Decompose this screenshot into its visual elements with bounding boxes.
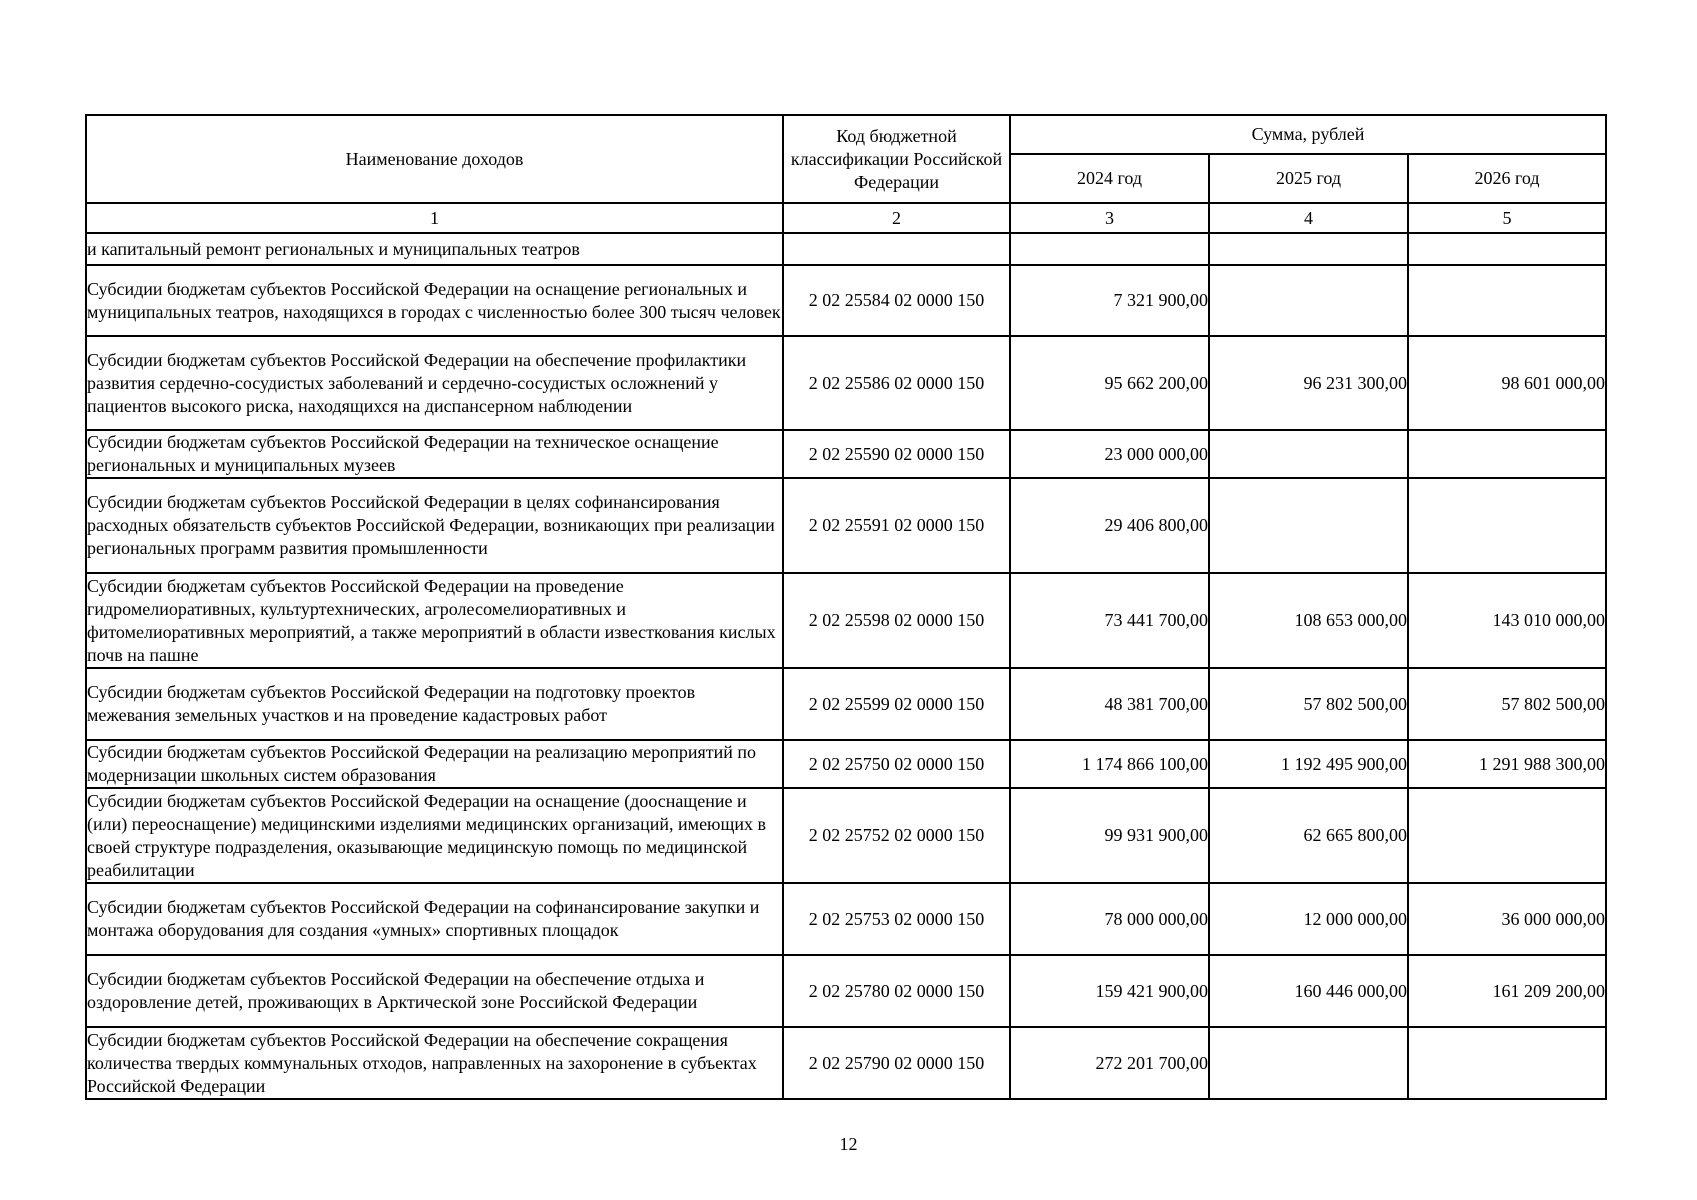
table-row (86, 233, 1606, 265)
page-number: 12 (839, 1134, 858, 1154)
revenue-name: Субсидии бюджетам субъектов Российской Федерации на проведение гидромелиоративных, культуртехнических, агролесомелиоративных и фитомелиоративных мероприятий, а также мероприятий в области известкования кислых почв на пашне (86, 573, 783, 668)
amount-2025 (1209, 478, 1408, 573)
column-number: 1 (86, 203, 783, 233)
amount-2026: 36 000 000,00 (1408, 883, 1606, 955)
amount-2024: 95 662 200,00 (1010, 336, 1209, 430)
table-row (86, 573, 1606, 668)
amount-2025: 57 802 500,00 (1209, 668, 1408, 740)
table-row (86, 430, 1606, 478)
budget-code: 2 02 25752 02 0000 150 (783, 788, 1010, 883)
amount-2026: 161 209 200,00 (1408, 955, 1606, 1027)
header-revenue-name: Наименование доходов (86, 115, 783, 203)
budget-code: 2 02 25599 02 0000 150 (783, 668, 1010, 740)
table-row (86, 788, 1606, 883)
amount-2025 (1209, 233, 1408, 265)
column-number-row (86, 203, 1606, 233)
amount-2026 (1408, 430, 1606, 478)
budget-code (783, 233, 1010, 265)
amount-2024: 1 174 866 100,00 (1010, 740, 1209, 788)
header-year-2025: 2025 год (1209, 154, 1408, 203)
table-row (86, 478, 1606, 573)
revenue-name: и капитальный ремонт региональных и муниципальных театров (86, 233, 783, 265)
table-row (86, 265, 1606, 336)
amount-2026: 143 010 000,00 (1408, 573, 1606, 668)
amount-2025: 12 000 000,00 (1209, 883, 1408, 955)
revenue-name: Субсидии бюджетам субъектов Российской Федерации на оснащение (дооснащение и (или) переоснащение) медицинскими изделиями медицинских организаций, имеющих в своей структуре подразделения, оказывающие медицинскую помощь по медицинской реабилитации (86, 788, 783, 883)
header-year-2026: 2026 год (1408, 154, 1606, 203)
table-row (86, 1027, 1606, 1099)
amount-2026: 57 802 500,00 (1408, 668, 1606, 740)
budget-code: 2 02 25590 02 0000 150 (783, 430, 1010, 478)
revenue-name: Субсидии бюджетам субъектов Российской Федерации на реализацию мероприятий по модернизации школьных систем образования (86, 740, 783, 788)
amount-2025: 1 192 495 900,00 (1209, 740, 1408, 788)
revenue-name: Субсидии бюджетам субъектов Российской Федерации на обеспечение сокращения количества твердых коммунальных отходов, направленных на захоронение в субъектах Российской Федерации (86, 1027, 783, 1099)
budget-code: 2 02 25584 02 0000 150 (783, 265, 1010, 336)
table-row (86, 668, 1606, 740)
revenue-table (85, 114, 1607, 1100)
amount-2024: 7 321 900,00 (1010, 265, 1209, 336)
revenue-name: Субсидии бюджетам субъектов Российской Федерации на техническое оснащение региональных и муниципальных музеев (86, 430, 783, 478)
budget-code: 2 02 25790 02 0000 150 (783, 1027, 1010, 1099)
amount-2025 (1209, 1027, 1408, 1099)
budget-code: 2 02 25586 02 0000 150 (783, 336, 1010, 430)
budget-code: 2 02 25598 02 0000 150 (783, 573, 1010, 668)
column-number: 2 (783, 203, 1010, 233)
amount-2026 (1408, 788, 1606, 883)
header-year-2024: 2024 год (1010, 154, 1209, 203)
column-number: 4 (1209, 203, 1408, 233)
table-body (86, 233, 1606, 1099)
amount-2024: 73 441 700,00 (1010, 573, 1209, 668)
budget-code: 2 02 25753 02 0000 150 (783, 883, 1010, 955)
revenue-name: Субсидии бюджетам субъектов Российской Федерации на оснащение региональных и муниципальных театров, находящихся в городах с численностью более 300 тысяч человек (86, 265, 783, 336)
revenue-name: Субсидии бюджетам субъектов Российской Федерации на подготовку проектов межевания земельных участков и на проведение кадастровых работ (86, 668, 783, 740)
table-row (86, 883, 1606, 955)
amount-2026: 98 601 000,00 (1408, 336, 1606, 430)
amount-2026 (1408, 233, 1606, 265)
table-header (86, 115, 1606, 233)
amount-2025: 160 446 000,00 (1209, 955, 1408, 1027)
revenue-name: Субсидии бюджетам субъектов Российской Федерации на софинансирование закупки и монтажа оборудования для создания «умных» спортивных площадок (86, 883, 783, 955)
column-number: 5 (1408, 203, 1606, 233)
header-budget-code: Код бюджетной классификации Российской Федерации (783, 115, 1010, 203)
amount-2024: 99 931 900,00 (1010, 788, 1209, 883)
amount-2026 (1408, 265, 1606, 336)
amount-2024: 78 000 000,00 (1010, 883, 1209, 955)
amount-2024: 272 201 700,00 (1010, 1027, 1209, 1099)
table-row (86, 740, 1606, 788)
budget-code: 2 02 25750 02 0000 150 (783, 740, 1010, 788)
amount-2024 (1010, 233, 1209, 265)
column-number: 3 (1010, 203, 1209, 233)
table-row (86, 336, 1606, 430)
revenue-name: Субсидии бюджетам субъектов Российской Федерации на обеспечение отдыха и оздоровление детей, проживающих в Арктической зоне Российской Федерации (86, 955, 783, 1027)
budget-code: 2 02 25591 02 0000 150 (783, 478, 1010, 573)
amount-2024: 48 381 700,00 (1010, 668, 1209, 740)
amount-2024: 159 421 900,00 (1010, 955, 1209, 1027)
amount-2024: 23 000 000,00 (1010, 430, 1209, 478)
revenue-name: Субсидии бюджетам субъектов Российской Федерации в целях софинансирования расходных обязательств субъектов Российской Федерации, возникающих при реализации региональных программ развития промышленности (86, 478, 783, 573)
amount-2026 (1408, 478, 1606, 573)
amount-2025: 108 653 000,00 (1209, 573, 1408, 668)
revenue-name: Субсидии бюджетам субъектов Российской Федерации на обеспечение профилактики развития сердечно-сосудистых заболеваний и сердечно-сосудистых осложнений у пациентов высокого риска, находящихся на диспансерном наблюдении (86, 336, 783, 430)
table-row (86, 955, 1606, 1027)
amount-2026 (1408, 1027, 1606, 1099)
amount-2024: 29 406 800,00 (1010, 478, 1209, 573)
header-sum-rubles: Сумма, рублей (1010, 115, 1606, 154)
amount-2025: 96 231 300,00 (1209, 336, 1408, 430)
budget-code: 2 02 25780 02 0000 150 (783, 955, 1010, 1027)
amount-2025 (1209, 430, 1408, 478)
amount-2026: 1 291 988 300,00 (1408, 740, 1606, 788)
amount-2025 (1209, 265, 1408, 336)
amount-2025: 62 665 800,00 (1209, 788, 1408, 883)
